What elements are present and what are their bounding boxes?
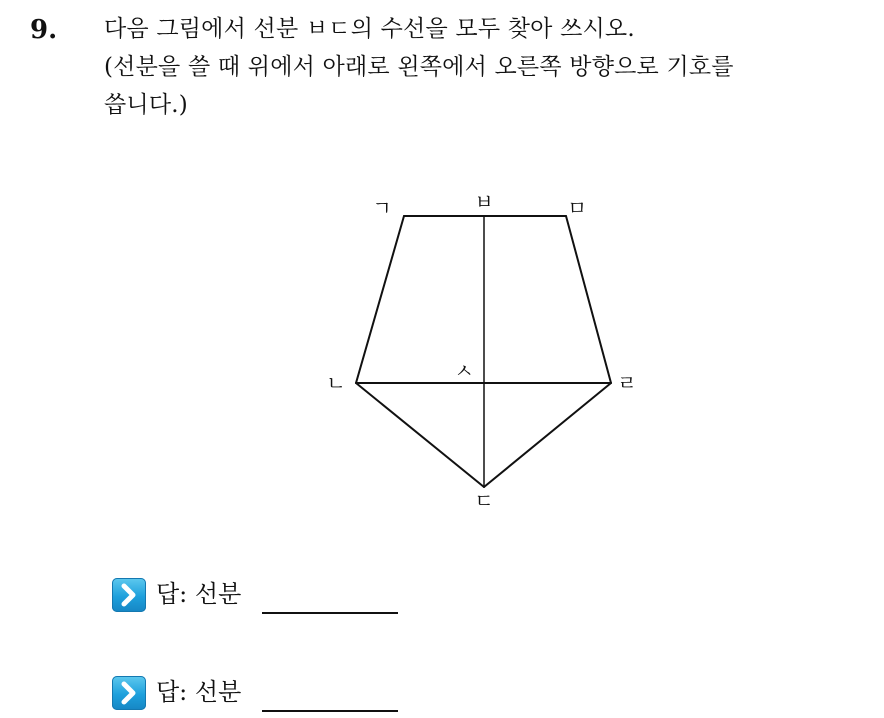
label-d: ㄷ (474, 489, 494, 513)
label-s: ㅅ (454, 359, 474, 383)
segment-m-r (566, 216, 611, 383)
label-n: ㄴ (326, 371, 346, 395)
question-line-2: (선분을 쓸 때 위에서 아래로 왼쪽에서 오른쪽 방향으로 기호를 (104, 54, 734, 80)
chevron-right-icon (112, 578, 146, 612)
figure-labels (326, 190, 636, 513)
answer-label-1: 답: 선분 (156, 580, 242, 608)
answer-label-2: 답: 선분 (156, 678, 242, 706)
chevron-right-icon (112, 676, 146, 710)
label-r: ㄹ (617, 371, 637, 395)
figure-lines (356, 216, 611, 487)
label-m: ㅁ (567, 196, 587, 220)
label-g: ㄱ (372, 196, 392, 220)
question-line-1: 다음 그림에서 선분 ㅂㄷ의 수선을 모두 찾아 쓰시오. (104, 16, 635, 42)
segment-r-d (484, 383, 611, 487)
question-number: 9. (30, 15, 58, 45)
answer-row-2 (112, 676, 432, 716)
answer-blank-2[interactable] (262, 710, 398, 712)
segment-g-n (356, 216, 404, 383)
question-line-3: 씁니다.) (104, 92, 188, 118)
answer-blank-1[interactable] (262, 612, 398, 614)
answer-row-1 (112, 578, 432, 618)
segment-n-d (356, 383, 484, 487)
label-b: ㅂ (474, 190, 494, 214)
